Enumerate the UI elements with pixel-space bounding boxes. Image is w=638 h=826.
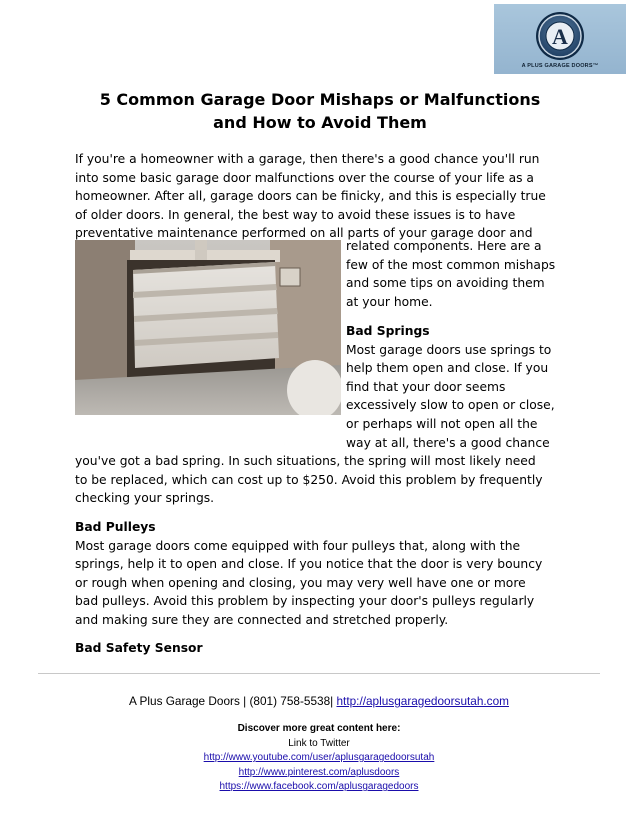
- section-heading-bad-springs: Bad Springs: [346, 324, 430, 338]
- text-line: or rough when opening and closing, you may very well have one or more: [75, 575, 526, 590]
- text-line: Most garage doors come equipped with four pulleys that, along with the: [75, 538, 521, 553]
- text-line: help them open and close. If you: [346, 361, 549, 376]
- text-line: of older doors. In general, the best way to avoid these issues is to have: [75, 207, 516, 222]
- page-title: [80, 88, 560, 134]
- pinterest-link[interactable]: http://www.pinterest.com/aplusdoors: [238, 767, 400, 778]
- garage-door-photo: [75, 240, 341, 415]
- text-line: bad pulleys. Avoid this problem by inspecting your door's pulleys regularly: [75, 594, 535, 609]
- text-line: at your home.: [346, 294, 433, 309]
- text-line: checking your springs.: [75, 491, 215, 506]
- text-line: preventative maintenance performed on all parts of your garage door and: [75, 226, 533, 241]
- logo-brand: A PLUS GARAGE DOORS™: [521, 63, 599, 69]
- text-line: excessively slow to open or close,: [346, 398, 555, 413]
- logo-letter: A: [552, 24, 568, 49]
- footer-company: A Plus Garage Doors | (801) 758-5538|: [129, 694, 334, 708]
- title-line: and How to Avoid Them: [213, 113, 427, 132]
- text-line: related components. Here are a: [346, 239, 542, 253]
- website-link[interactable]: http://aplusgaragedoorsutah.com: [336, 694, 509, 708]
- footer-divider: [38, 673, 600, 674]
- logo-emblem-icon: [494, 4, 626, 66]
- title-line: 5 Common Garage Door Mishaps or Malfunctions: [99, 90, 541, 109]
- text-line: If you're a homeowner with a garage, then there's a good chance you'll run: [75, 152, 540, 166]
- footer-company-line: [0, 694, 638, 708]
- text-line: and making sure they are connected and stretched properly.: [75, 613, 449, 627]
- section-heading-bad-safety-sensor: Bad Safety Sensor: [75, 641, 203, 655]
- text-line: to be replaced, which can cost up to $250. Avoid this problem by frequently: [75, 472, 543, 487]
- text-line: into some basic garage door malfunctions over the course of your life as a: [75, 170, 534, 185]
- text-line: homeowner. After all, garage doors can be finicky, and this is especially true: [75, 189, 546, 204]
- footer-discover: Discover more great content here:: [237, 723, 401, 734]
- text-line: way at all, there's a good chance: [346, 435, 550, 450]
- facebook-link[interactable]: https://www.facebook.com/aplusgaragedoors: [219, 781, 419, 792]
- section-heading-bad-pulleys: Bad Pulleys: [75, 520, 156, 534]
- company-logo: [494, 4, 626, 74]
- text-line: find that your door seems: [346, 379, 506, 394]
- text-line: or perhaps will not open all the: [346, 417, 538, 431]
- text-line: Most garage doors use springs to: [346, 342, 552, 357]
- text-line: you've got a bad spring. In such situations, the spring will most likely need: [75, 454, 536, 469]
- youtube-link[interactable]: http://www.youtube.com/user/aplusgaragedoorsutah: [203, 752, 435, 763]
- text-line: springs, help it to open and close. If you notice that the door is very bouncy: [75, 557, 543, 572]
- text-line: few of the most common mishaps: [346, 257, 556, 272]
- footer-twitter: Link to Twitter: [288, 738, 350, 749]
- text-line: and some tips on avoiding them: [346, 276, 545, 291]
